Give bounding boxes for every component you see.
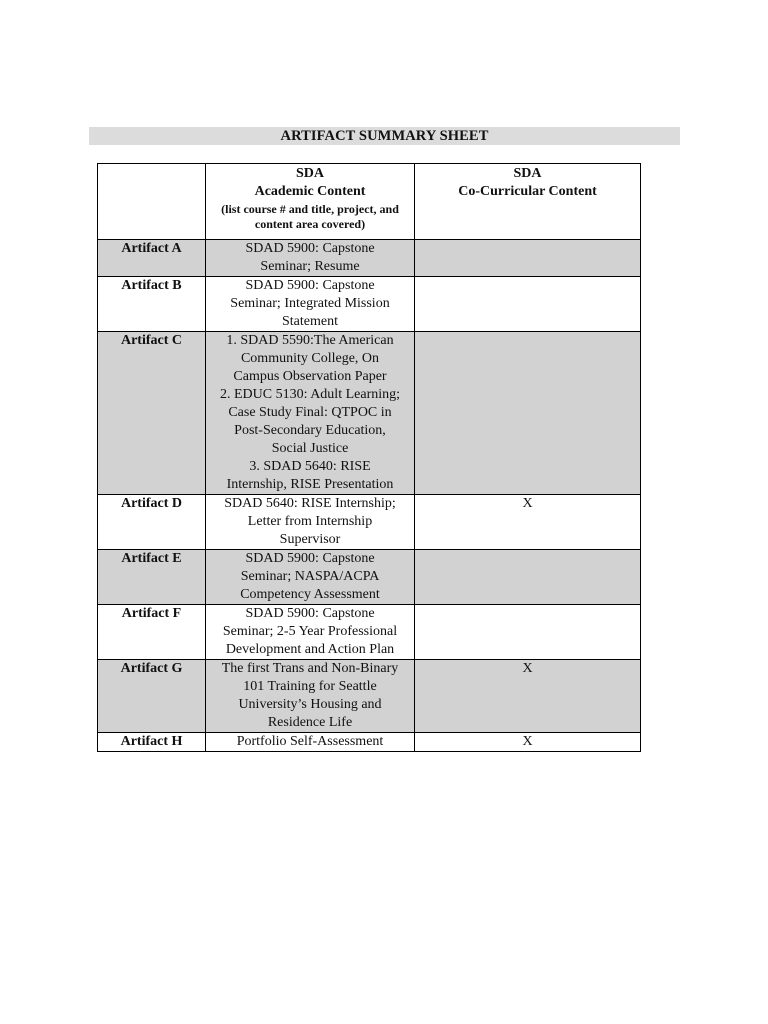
- academic-content-line: Campus Observation Paper: [233, 369, 387, 384]
- artifact-label: Artifact F: [98, 605, 206, 660]
- academic-content-cell: [206, 240, 415, 277]
- header-cell-blank: [98, 164, 206, 240]
- header-cell-co-curricular: [415, 164, 641, 240]
- academic-content-line: Residence Life: [267, 715, 353, 730]
- table-header-row: [98, 164, 641, 240]
- academic-content-line: Case Study Final: QTPOC in: [228, 405, 392, 420]
- academic-content-line: Supervisor: [279, 532, 341, 547]
- header-academic-line2: Academic Content: [254, 184, 366, 199]
- academic-content-line: Post-Secondary Education,: [234, 423, 386, 438]
- artifact-label: Artifact C: [98, 332, 206, 495]
- academic-content-cell: [206, 660, 415, 733]
- academic-content-line: 101 Training for Seattle: [243, 679, 377, 694]
- academic-content-line: Letter from Internship: [247, 514, 373, 529]
- table-row-artifact-c: [98, 332, 641, 495]
- academic-content-line: 3. SDAD 5640: RISE: [249, 459, 371, 474]
- header-academic-note: (list course # and title, project, and content area covered): [221, 202, 399, 231]
- academic-content-line: Community College, On: [240, 351, 380, 366]
- artifact-summary-table: [97, 163, 641, 752]
- table-row-artifact-f: [98, 605, 641, 660]
- document-title: ARTIFACT SUMMARY SHEET: [89, 127, 680, 145]
- artifact-label: Artifact E: [98, 550, 206, 605]
- academic-content-cell: [206, 332, 415, 495]
- academic-content-line: The first Trans and Non-Binary: [221, 661, 399, 676]
- academic-content-line: Seminar; 2-5 Year Professional: [222, 624, 398, 639]
- co-curricular-cell: X: [415, 733, 641, 752]
- table-row-artifact-a: [98, 240, 641, 277]
- co-curricular-cell: X: [415, 495, 641, 550]
- table-row-artifact-g: [98, 660, 641, 733]
- academic-content-line: Seminar; Resume: [260, 259, 360, 274]
- academic-content-line: 2. EDUC 5130: Adult Learning;: [219, 387, 401, 402]
- artifact-label: Artifact D: [98, 495, 206, 550]
- table-row-artifact-d: [98, 495, 641, 550]
- academic-content-line: SDAD 5900: Capstone: [245, 606, 375, 621]
- co-curricular-cell: [415, 277, 641, 332]
- academic-content-line: University’s Housing and: [238, 697, 382, 712]
- academic-content-cell: [206, 605, 415, 660]
- header-co-curricular-line2: Co-Curricular Content: [458, 184, 597, 199]
- academic-content-line: SDAD 5900: Capstone: [245, 278, 375, 293]
- academic-content-cell: [206, 550, 415, 605]
- academic-content-line: Competency Assessment: [240, 587, 380, 602]
- academic-content-line: Social Justice: [271, 441, 349, 456]
- academic-content-cell: [206, 495, 415, 550]
- header-co-curricular-line1: SDA: [513, 166, 542, 181]
- artifact-label: Artifact H: [98, 733, 206, 752]
- table-row-artifact-h: [98, 733, 641, 752]
- header-cell-academic: [206, 164, 415, 240]
- academic-content-line: SDAD 5900: Capstone: [245, 551, 375, 566]
- academic-content-line: SDAD 5900: Capstone: [245, 241, 375, 256]
- academic-content-line: Portfolio Self-Assessment: [236, 734, 384, 749]
- table-row-artifact-b: [98, 277, 641, 332]
- header-academic-line1: SDA: [295, 166, 324, 181]
- academic-content-line: Seminar; NASPA/ACPA: [240, 569, 380, 584]
- academic-content-line: Development and Action Plan: [225, 642, 395, 657]
- co-curricular-cell: [415, 332, 641, 495]
- academic-content-line: Seminar; Integrated Mission: [230, 296, 390, 311]
- academic-content-line: SDAD 5640: RISE Internship;: [224, 496, 396, 511]
- academic-content-line: Statement: [282, 314, 338, 329]
- artifact-label: Artifact A: [98, 240, 206, 277]
- co-curricular-cell: X: [415, 660, 641, 733]
- academic-content-line: Internship, RISE Presentation: [226, 477, 394, 492]
- table-row-artifact-e: [98, 550, 641, 605]
- co-curricular-cell: [415, 605, 641, 660]
- academic-content-cell: [206, 733, 415, 752]
- artifact-label: Artifact G: [98, 660, 206, 733]
- academic-content-line: 1. SDAD 5590:The American: [226, 333, 394, 348]
- co-curricular-cell: [415, 550, 641, 605]
- academic-content-cell: [206, 277, 415, 332]
- co-curricular-cell: [415, 240, 641, 277]
- artifact-label: Artifact B: [98, 277, 206, 332]
